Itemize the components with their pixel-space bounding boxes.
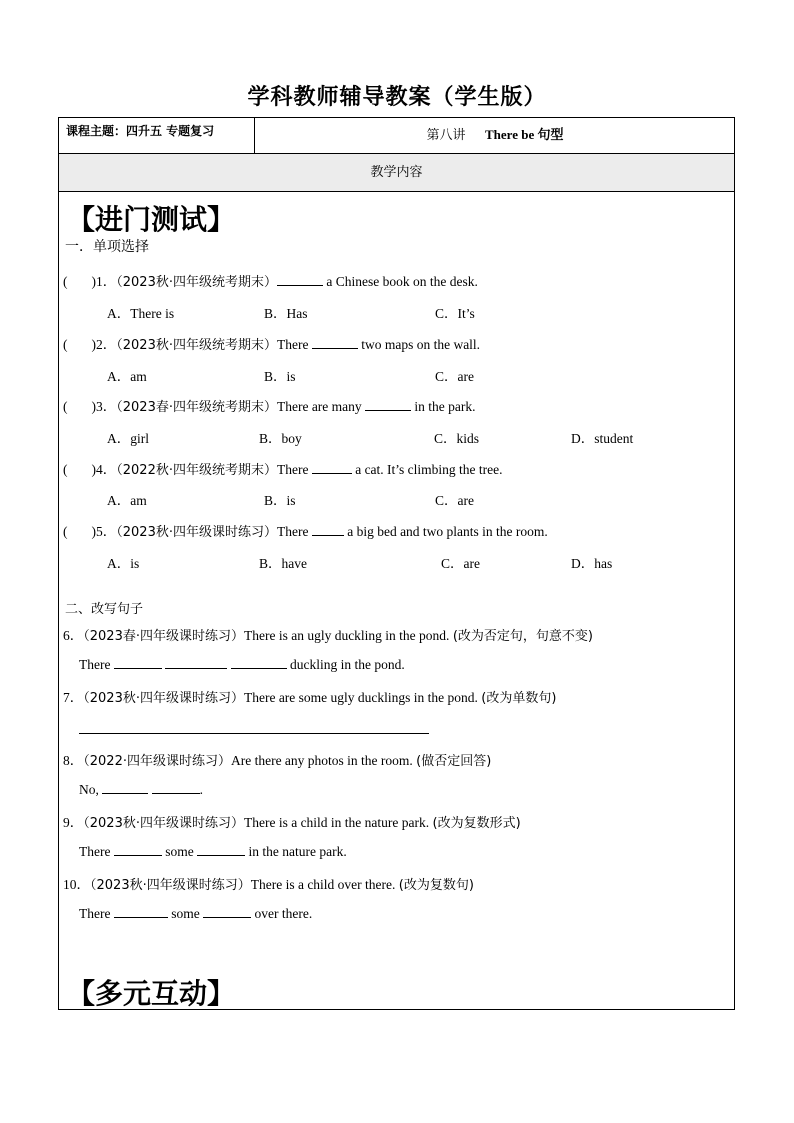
mc-option[interactable]: A．is xyxy=(107,556,140,571)
teaching-content-label: 教学内容 xyxy=(59,154,734,192)
answer-line-9: There some in the nature park. xyxy=(79,844,347,859)
mc-question-5: ( )5．（2023秋·四年级课时练习）There a big bed and two plants in the room. xyxy=(63,524,548,540)
mc-option[interactable]: B．Has xyxy=(264,306,308,321)
header-row xyxy=(59,118,734,154)
rewrite-question-8: 8．（2022·四年级课时练习）Are there any photos in the room. (做否定回答) xyxy=(63,753,492,769)
lecture-title xyxy=(256,118,734,153)
document-title: 学科教师辅导教案（学生版） xyxy=(247,85,547,110)
answer-line-7[interactable] xyxy=(79,733,429,734)
part2-title: 二、改写句子 xyxy=(65,602,144,617)
mc-option[interactable]: C．are xyxy=(435,369,474,384)
answer-blank[interactable] xyxy=(203,905,251,918)
answer-blank[interactable] xyxy=(365,398,411,411)
mc-option[interactable]: A．am xyxy=(107,369,147,384)
mc-question-1: ( )1．（2023秋·四年级统考期末） a Chinese book on the desk. xyxy=(63,274,478,290)
answer-blank[interactable] xyxy=(312,461,352,474)
answer-blank[interactable] xyxy=(114,905,168,918)
rewrite-question-9: 9．（2023秋·四年级课时练习）There is a child in the nature park. (改为复数形式) xyxy=(63,815,521,831)
mc-option[interactable]: B．boy xyxy=(259,431,302,446)
mc-option[interactable]: A．am xyxy=(107,493,147,508)
answer-blank[interactable] xyxy=(231,656,287,669)
mc-option[interactable]: A．There is xyxy=(107,306,175,321)
answer-blank[interactable] xyxy=(312,523,344,536)
answer-line-8: No, . xyxy=(79,782,203,797)
lecture-number: 第八讲 xyxy=(426,128,466,143)
rewrite-question-7: 7．（2023秋·四年级课时练习）There are some ugly ducklings in the pond. (改为单数句) xyxy=(63,690,557,706)
lesson-plan-frame xyxy=(58,117,735,1010)
rewrite-question-6: 6．（2023春·四年级课时练习）There is an ugly duckling in the pond. (改为否定句，句意不变) xyxy=(63,628,593,644)
rewrite-question-10: 10．（2023秋·四年级课时练习）There is a child over there. (改为复数句) xyxy=(63,877,474,893)
course-topic: 课程主题：四升五 专题复习 xyxy=(59,118,255,153)
answer-blank[interactable] xyxy=(152,781,200,794)
mc-option[interactable]: B．have xyxy=(259,556,307,571)
mc-question-4: ( )4．（2022秋·四年级统考期末）There a cat. It’s climbing the tree. xyxy=(63,462,503,478)
answer-blank[interactable] xyxy=(277,273,323,286)
mc-option[interactable]: B．is xyxy=(264,369,296,384)
part1-title: 一．单项选择 xyxy=(65,239,149,255)
mc-option[interactable]: C．kids xyxy=(434,431,480,446)
answer-blank[interactable] xyxy=(102,781,148,794)
answer-blank[interactable] xyxy=(114,656,162,669)
mc-question-3: ( )3．（2023春·四年级统考期末）There are many in the park. xyxy=(63,399,476,415)
mc-option[interactable]: D．has xyxy=(571,556,613,571)
mc-option[interactable]: C．It’s xyxy=(435,306,475,321)
mc-option[interactable]: D．student xyxy=(571,431,634,446)
mc-option[interactable]: C．are xyxy=(441,556,480,571)
answer-blank[interactable] xyxy=(312,336,358,349)
mc-option[interactable]: C．are xyxy=(435,493,474,508)
mc-option[interactable]: B．is xyxy=(264,493,296,508)
mc-option[interactable]: A．girl xyxy=(107,431,149,446)
section-interaction: 【多元互动】 xyxy=(67,977,236,1010)
section-entry-test: 【进门测试】 xyxy=(67,203,236,236)
answer-blank[interactable] xyxy=(197,843,245,856)
lecture-topic: There be 句型 xyxy=(485,127,564,142)
mc-question-2: ( )2．（2023秋·四年级统考期末）There two maps on the wall. xyxy=(63,337,481,353)
answer-line-10: There some over there. xyxy=(79,906,313,921)
answer-line-6: There duckling in the pond. xyxy=(79,657,405,672)
answer-blank[interactable] xyxy=(114,843,162,856)
answer-blank[interactable] xyxy=(165,656,227,669)
